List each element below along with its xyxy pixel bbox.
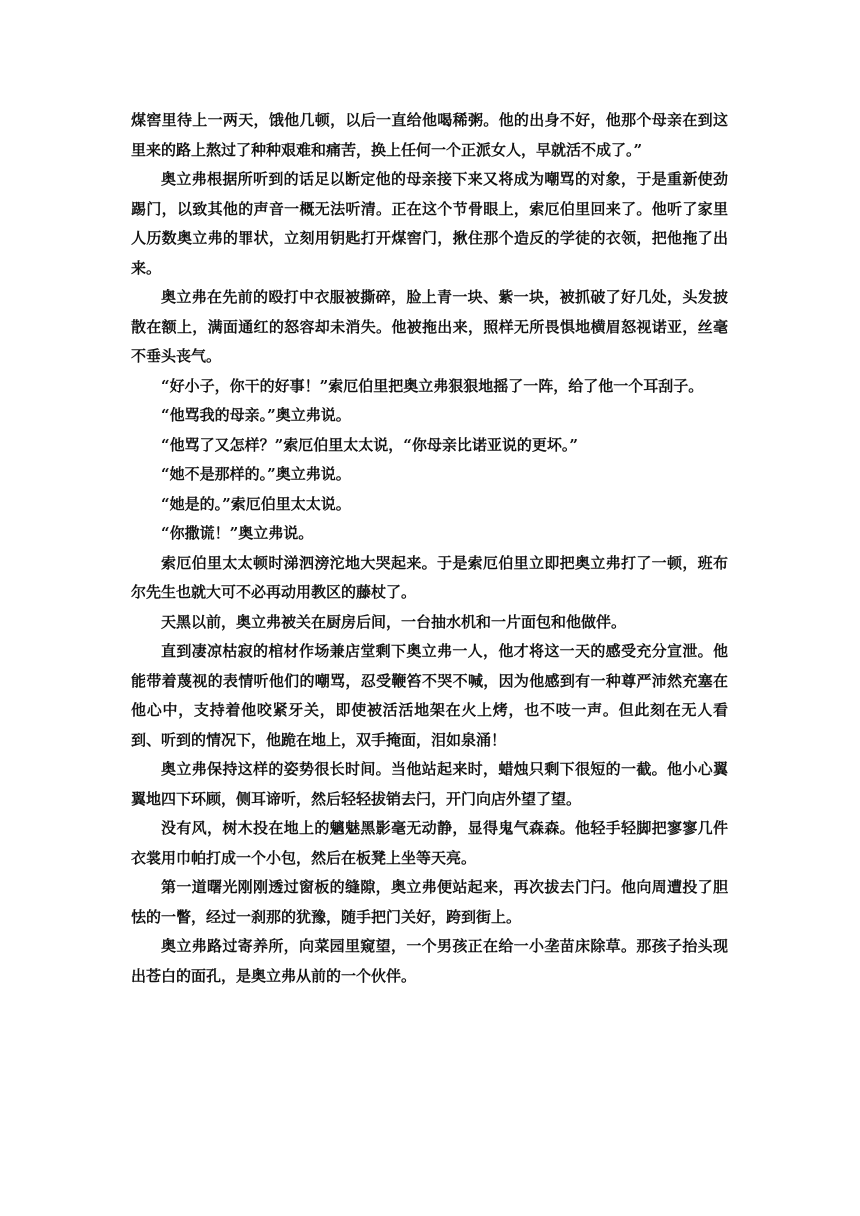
- paragraph: “你撒谎！”奥立弗说。: [161, 524, 314, 542]
- paragraph: 煤窖里待上一两天，饿他几顿，以后一直给他喝稀粥。他的出身不好，他那个母亲在到这里来的路上熬过了种种艰难和痛苦，换上任何一个正派女人，早就活不成了。”: [131, 111, 728, 159]
- paragraph: 奥立弗根据所听到的话足以断定他的母亲接下来又将成为嘲骂的对象，于是重新使劲踢门，以致其他的声音一概无法听清。正在这个节骨眼上，索厄伯里回来了。他听了家里人历数奥立弗的罪状，立刻用钥匙打开煤窖门，揪住那个造反的学徒的衣领，把他拖了出来。: [131, 170, 728, 277]
- paragraph: 第一道曙光刚刚透过窗板的缝隙，奥立弗便站起来，再次拔去门闩。他向周遭投了胆怯的一瞥，经过一刹那的犹豫，随手把门关好，跨到街上。: [131, 878, 728, 926]
- paragraph: “她是的。”索厄伯里太太说。: [161, 494, 351, 513]
- paragraph: “她不是那样的。”奥立弗说。: [161, 465, 351, 483]
- paragraph: “他骂我的母亲。”奥立弗说。: [161, 406, 351, 424]
- paragraph: 奥立弗在先前的殴打中衣服被撕碎，脸上青一块、紫一块，被抓破了好几处，头发披散在额上，满面通红的怒容却未消失。他被拖出来，照样无所畏惧地横眉怒视诺亚，丝毫不垂头丧气。: [131, 288, 728, 365]
- paragraph: 天黑以前，奥立弗被关在厨房后间，一台抽水机和一片面包和他做伴。: [161, 612, 627, 631]
- paragraph: 奥立弗保持这样的姿势很长时间。当他站起来时，蜡烛只剩下很短的一截。他小心翼翼地四下环顾，侧耳谛听，然后轻轻拔销去闩，开门向店外望了望。: [131, 760, 728, 808]
- paragraph: 奥立弗路过寄养所，向菜园里窥望，一个男孩正在给一小垄苗床除草。那孩子抬头现出苍白的面孔，是奥立弗从前的一个伙伴。: [131, 937, 728, 985]
- paragraph: 直到凄凉枯寂的棺材作场兼店堂剩下奥立弗一人，他才将这一天的感受充分宣泄。他能带着蔑视的表情听他们的嘲骂，忍受鞭笞不哭不喊，因为他感到有一种尊严沛然充塞在他心中，支持着他咬紧牙关，即使被活活地架在火上烤，也不吱一声。但此刻在无人看到、听到的情况下，他跪在地上，双手掩面，泪如泉涌！: [131, 642, 728, 749]
- paragraph: “好小子，你干的好事！”索厄伯里把奥立弗狠狠地摇了一阵，给了他一个耳刮子。: [161, 376, 704, 395]
- document-body: [131, 106, 728, 991]
- paragraph: 索厄伯里太太顿时涕泗滂沱地大哭起来。于是索厄伯里立即把奥立弗打了一顿，班布尔先生也就大可不必再动用教区的藤杖了。: [131, 553, 728, 601]
- paragraph: “他骂了又怎样？”索厄伯里太太说，“你母亲比诺亚说的更坏。”: [161, 435, 579, 454]
- paragraph: 没有风，树木投在地上的魑魅黑影毫无动静，显得鬼气森森。他轻手轻脚把寥寥几件衣裳用巾帕打成一个小包，然后在板凳上坐等天亮。: [131, 819, 728, 867]
